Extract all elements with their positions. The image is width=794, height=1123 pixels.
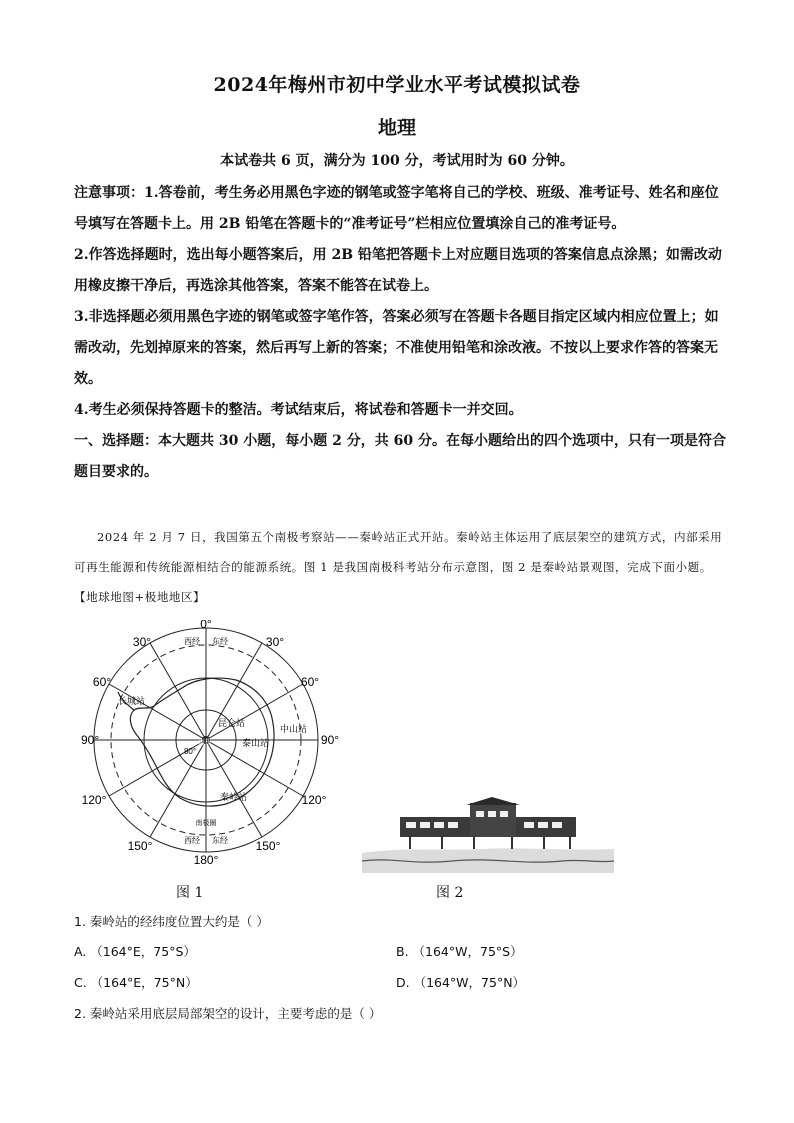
figure2-caption: 图 2 xyxy=(436,885,464,901)
passage-text: 2024 年 2 月 7 日，我国第五个南极考察站——秦岭站正式开站。秦岭站主体运用了底层架空的建筑方式，内部采用可再生能源和传统能源相结合的能源系统。图 1 是我国南极科考站分布示意图，图 2 是秦岭站景观图，完成下面小题。【地球地图+极地地区】 xyxy=(74,530,723,604)
lon-label-150w: 150° xyxy=(127,839,153,853)
section-heading: 一、选择题：本大题共 30 小题，每小题 2 分，共 60 分。在每小题给出的四个选项中，只有一项是符合题目要求的。 xyxy=(74,433,726,480)
west-longitude-top: 西经 xyxy=(184,637,200,646)
building-center-block xyxy=(470,803,516,837)
question-1-option-a[interactable]: A. （164°E，75°S） xyxy=(74,944,196,959)
station-changcheng: 长城站 xyxy=(118,697,146,707)
lon-label-120e: 120° xyxy=(301,793,327,807)
station-kunlun: 昆仑站 xyxy=(218,719,246,729)
lon-label-30e: 30° xyxy=(265,635,285,649)
question-2-stem: 2. 秦岭站采用底层局部架空的设计，主要考虑的是（ ） xyxy=(74,1006,382,1021)
instruction-2: 2.作答选择题时，选出每小题答案后，用 2B 铅笔把答题卡上对应题目选项的答案信息点涂黑；如需改动用橡皮擦干净后，再选涂其他答案，答案不能答在试卷上。 xyxy=(74,247,722,294)
reading-passage xyxy=(74,522,726,612)
exam-title: 2024年梅州市初中学业水平考试模拟试卷 xyxy=(213,74,581,96)
question-1-option-b[interactable]: B. （164°W，75°S） xyxy=(396,944,523,959)
west-longitude-bottom: 西经 xyxy=(184,836,200,845)
figure1-caption: 图 1 xyxy=(176,885,204,901)
instruction-1: 注意事项：1.答卷前，考生务必用黑色字迹的钢笔或签字笔将自己的学校、班级、准考证号、姓名和座位号填写在答题卡上。用 2B 铅笔在答题卡的“准考证号”栏相应位置填涂自己的准考证号。 xyxy=(74,185,719,232)
qinling-station-photo xyxy=(362,795,614,873)
question-1-option-c[interactable]: C. （164°E，75°N） xyxy=(74,975,198,990)
instructions xyxy=(74,178,726,488)
lat-label-80: 80° xyxy=(183,747,197,756)
antarctica-polar-map xyxy=(78,620,358,872)
lon-label-60w: 60° xyxy=(92,675,112,689)
subject-title: 地理 xyxy=(377,117,416,139)
lon-label-90w: 90° xyxy=(81,733,100,747)
station-zhongshan: 中山站 xyxy=(280,725,308,735)
antarctic-circle-label: 南极圈 xyxy=(195,819,217,827)
lon-label-180: 180° xyxy=(193,853,219,867)
lon-label-120w: 120° xyxy=(81,793,107,807)
question-1-option-d[interactable]: D. （164°W，75°N） xyxy=(396,975,526,990)
lon-label-150e: 150° xyxy=(255,839,281,853)
station-taishan: 泰山站 xyxy=(242,739,270,749)
lon-label-30w: 30° xyxy=(132,635,152,649)
exam-intro: 本试卷共 6 页，满分为 100 分，考试用时为 60 分钟。 xyxy=(220,153,574,169)
east-longitude-bottom: 东经 xyxy=(212,836,228,845)
lon-label-0: 0° xyxy=(200,620,212,631)
station-qinling: 秦岭站 xyxy=(220,793,248,803)
instruction-3: 3.非选择题必须用黑色字迹的钢笔或签字笔作答，答案必须写在答题卡各题目指定区域内相应位置上；如需改动，先划掉原来的答案，然后再写上新的答案；不准使用铅笔和涂改液。不按以上要求作答的答案无效。 xyxy=(74,309,719,387)
lon-label-60e: 60° xyxy=(300,675,320,689)
south-pole-label: 南极 xyxy=(198,738,212,746)
lon-label-90e: 90° xyxy=(320,733,340,747)
instruction-4: 4.考生必须保持答题卡的整洁。考试结束后，将试卷和答题卡一并交回。 xyxy=(74,402,523,418)
east-longitude-top: 东经 xyxy=(212,637,228,646)
question-1-stem: 1. 秦岭站的经纬度位置大约是（ ） xyxy=(74,914,269,929)
